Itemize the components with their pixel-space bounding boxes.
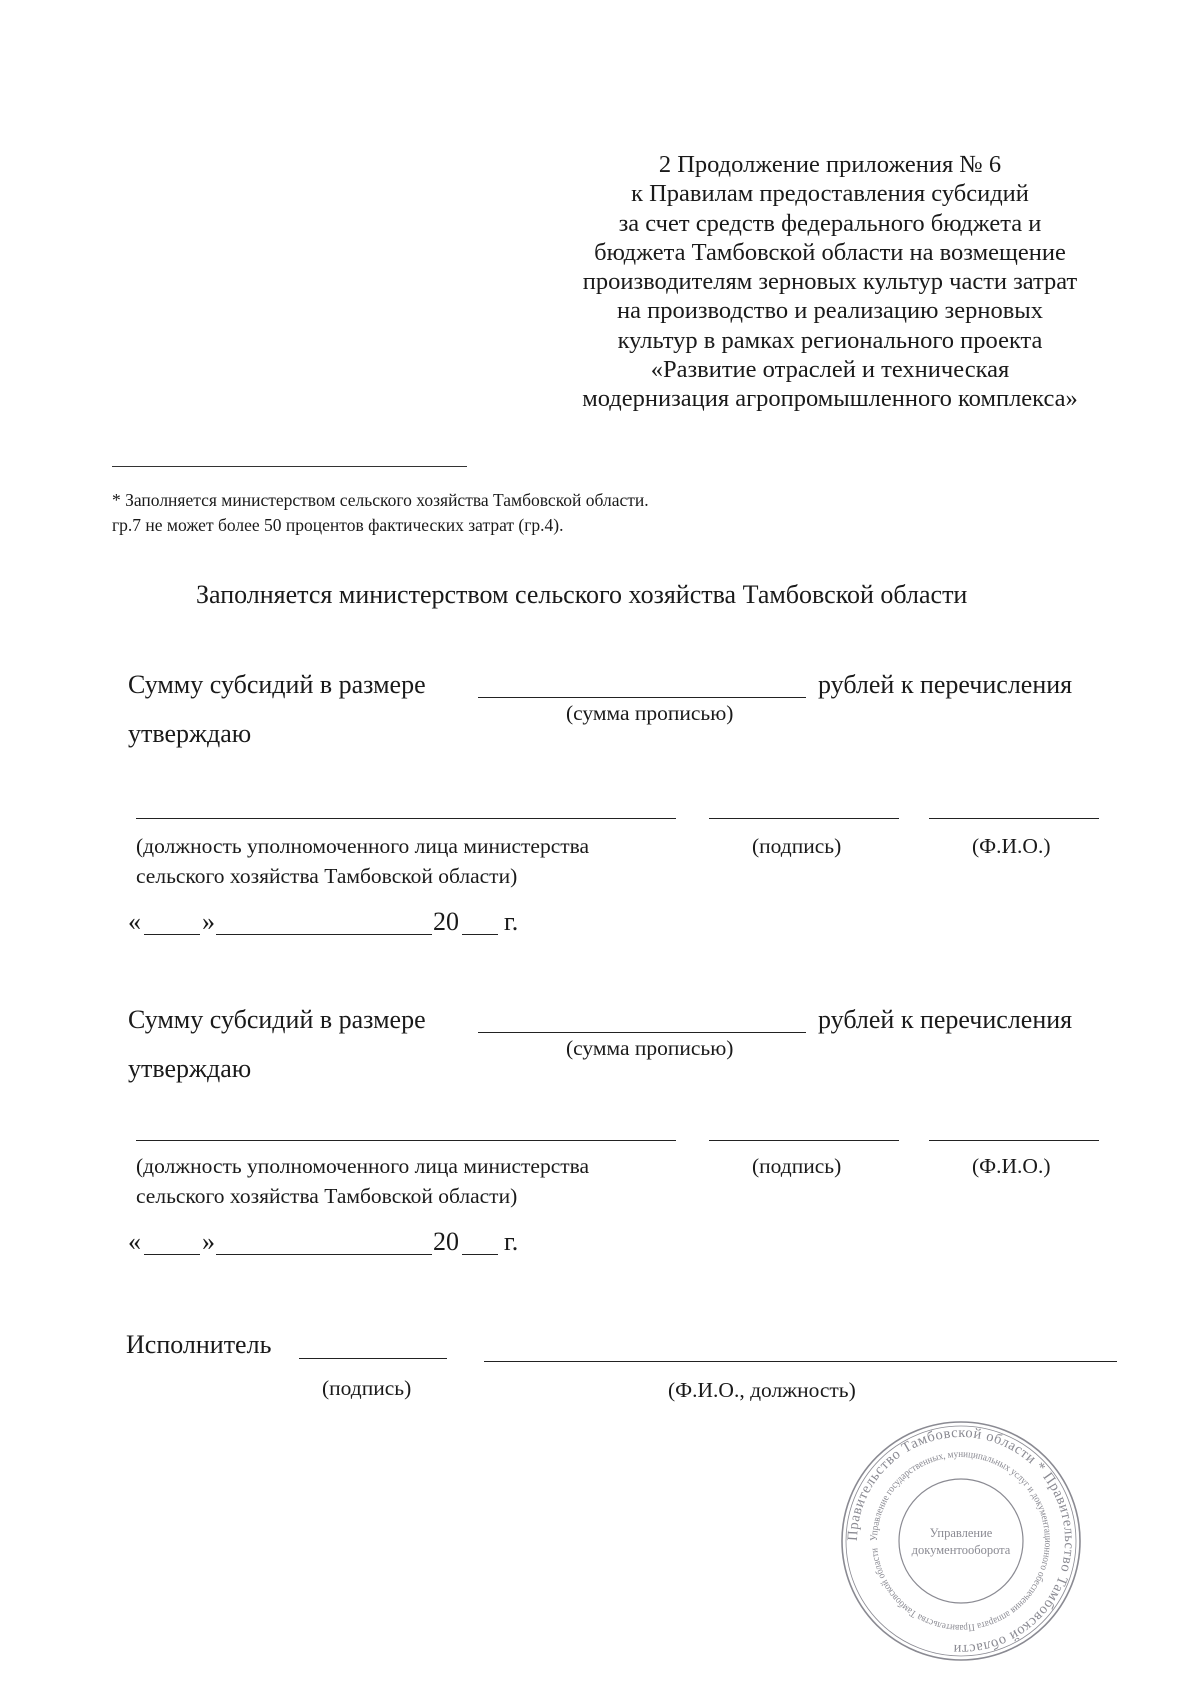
date-year-suffix: г. (504, 907, 519, 936)
heading-line: на производство и реализацию зерновых (616, 297, 1043, 325)
sum-caption: (сумма прописью) (566, 701, 734, 725)
heading-line: «Развитие отраслей и техническая (650, 356, 1010, 384)
position-caption-1: (должность уполномоченного лица министерства (136, 834, 590, 858)
heading-line: культур в рамках регионального проекта (617, 326, 1043, 354)
heading-line: бюджета Тамбовской области на возмещение (594, 238, 1066, 266)
date-close-quote: » (202, 907, 215, 936)
heading-line: за счет средств федерального бюджета и (618, 209, 1042, 237)
heading-line: 2 Продолжение приложения № 6 (658, 151, 1002, 178)
date-day-line[interactable] (144, 934, 200, 935)
position-caption-2: сельского хозяйства Тамбовской области) (136, 1184, 518, 1208)
date-year-line[interactable] (462, 1254, 498, 1255)
date-day-line[interactable] (144, 1254, 200, 1255)
position-line[interactable] (136, 1140, 676, 1141)
date-year-line[interactable] (462, 934, 498, 935)
seal-center-line-1: Управление (929, 1526, 993, 1540)
executor-signature-line[interactable] (299, 1358, 447, 1359)
sum-amount-line[interactable] (478, 697, 806, 698)
position-caption-1: (должность уполномоченного лица министерства (136, 1154, 590, 1178)
signature-caption: (подпись) (752, 1154, 842, 1178)
sum-suffix: рублей к перечисления (818, 670, 1073, 699)
position-line[interactable] (136, 818, 676, 819)
executor-label: Исполнитель (126, 1330, 272, 1359)
sum-amount-line[interactable] (478, 1032, 806, 1033)
date-close-quote: » (202, 1227, 215, 1256)
footnote-separator (112, 466, 467, 467)
appendix-heading (520, 150, 1140, 414)
executor-name-line[interactable] (484, 1361, 1117, 1362)
date-year-prefix: 20 (433, 907, 459, 936)
seal-outer-text: Правительство Тамбовской области * Правительство Тамбовской области (844, 1424, 1078, 1658)
signature-line[interactable] (709, 1140, 899, 1141)
name-line[interactable] (929, 818, 1099, 819)
signature-line[interactable] (709, 818, 899, 819)
date-year-suffix: г. (504, 1227, 519, 1256)
section-title: Заполняется министерством сельского хозяйства Тамбовской области (196, 580, 968, 609)
sum-prefix: Сумму субсидий в размере (128, 670, 426, 699)
date-open-quote: « (128, 1227, 141, 1256)
office-seal (838, 1418, 1084, 1664)
position-caption-2: сельского хозяйства Тамбовской области) (136, 864, 518, 888)
name-caption: (Ф.И.О.) (972, 1154, 1051, 1178)
name-caption: (Ф.И.О.) (972, 834, 1051, 858)
approve-label: утверждаю (128, 1054, 252, 1083)
approve-label: утверждаю (128, 719, 252, 748)
seal-inner-text: Управление государственных, муниципальных услуг и документационного обеспечения аппарата Правительства Тамбовской области (868, 1448, 1054, 1634)
signature-caption: (подпись) (752, 834, 842, 858)
executor-name-caption: (Ф.И.О., должность) (668, 1378, 856, 1402)
footnote-1: * Заполняется министерством сельского хозяйства Тамбовской области. (112, 490, 649, 510)
date-month-line[interactable] (216, 1254, 432, 1255)
seal-center-line-2: документооборота (911, 1543, 1011, 1557)
date-open-quote: « (128, 907, 141, 936)
heading-line: модернизация агропромышленного комплекса» (582, 385, 1078, 413)
footnote-2: гр.7 не может более 50 процентов фактических затрат (гр.4). (112, 515, 564, 535)
sum-prefix: Сумму субсидий в размере (128, 1005, 426, 1034)
heading-line: производителям зерновых культур части затрат (582, 268, 1078, 296)
name-line[interactable] (929, 1140, 1099, 1141)
heading-line: к Правилам предоставления субсидий (631, 180, 1029, 208)
sum-caption: (сумма прописью) (566, 1036, 734, 1060)
date-month-line[interactable] (216, 934, 432, 935)
sum-suffix: рублей к перечисления (818, 1005, 1073, 1034)
seal-graphic (838, 1418, 1084, 1664)
date-year-prefix: 20 (433, 1227, 459, 1256)
executor-signature-caption: (подпись) (322, 1376, 412, 1400)
svg-text:Управление государственных, му (869, 1449, 1053, 1633)
